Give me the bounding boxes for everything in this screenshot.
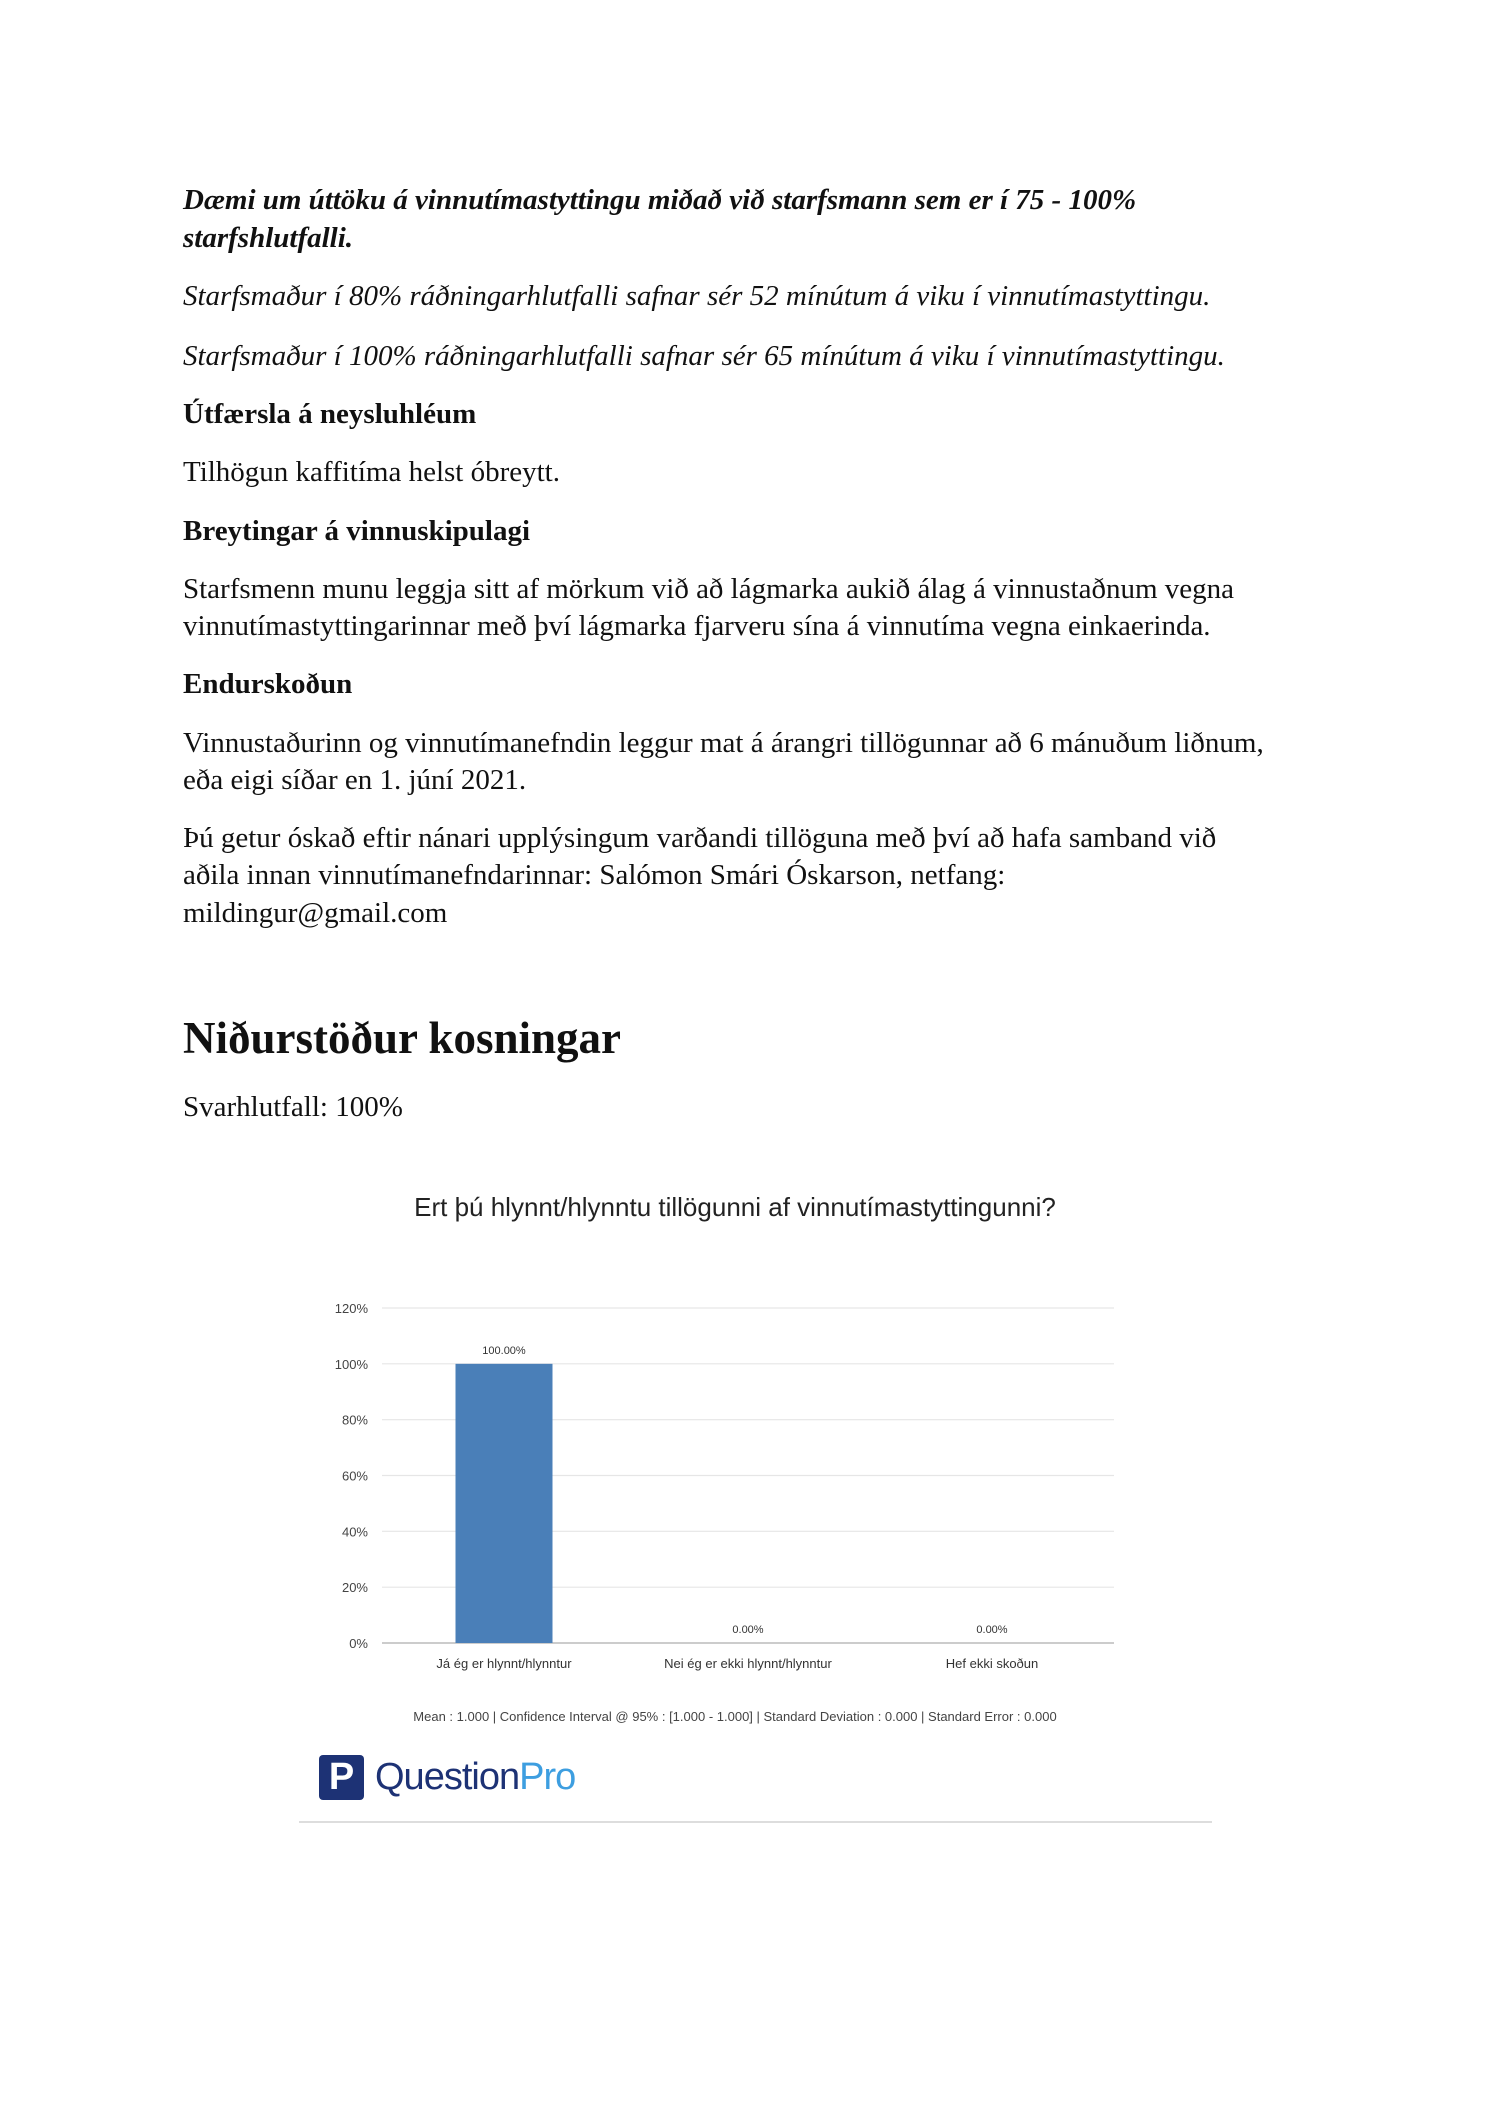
section-3-text-cont: eða eigi síðar en 1. júní 2021. — [183, 764, 527, 796]
section-2-title: Breytingar á vinnuskipulagi — [183, 515, 531, 547]
x-tick-label: Já ég er hlynnt/hlynntur — [436, 1656, 572, 1671]
x-tick-label: Nei ég er ekki hlynnt/hlynntur — [664, 1656, 832, 1671]
logo-text-pro: Pro — [519, 1756, 576, 1798]
x-tick-label: Hef ekki skoðun — [945, 1656, 1039, 1671]
example-2: Starfsmaður í 100% ráðningarhlutfalli safnar sér 65 mínútum á viku í vinnutímastyttingu. — [183, 340, 1225, 372]
y-tick-label: 40% — [341, 1524, 368, 1540]
data-label: 0.00% — [732, 1624, 764, 1636]
y-tick-label: 100% — [334, 1356, 368, 1372]
response-rate: Svarhlutfall: 100% — [183, 1091, 403, 1123]
section-1-text: Tilhögun kaffitíma helst óbreytt. — [183, 456, 560, 488]
section-3-title: Endurskoðun — [183, 668, 353, 700]
results-title: Niðurstöður kosningar — [183, 1013, 622, 1063]
section-2-text-cont: vinnutímastyttingarinnar með því lágmarka fjarveru sína á vinnutíma vegna einkaerinda. — [183, 610, 1211, 642]
contact-text-2: aðila innan vinnutímanefndarinnar: Salómon Smári Óskarson, netfang: — [183, 859, 1006, 891]
contact-text: Þú getur óskað eftir nánari upplýsingum varðandi tillöguna með því að hafa samband við — [183, 822, 1217, 854]
bar — [456, 1364, 553, 1643]
data-label: 0.00% — [976, 1624, 1008, 1636]
y-tick-label: 0% — [349, 1636, 368, 1651]
section-2-text: Starfsmenn munu leggja sitt af mörkum við að lágmarka aukið álag á vinnustaðnum vegna — [183, 573, 1234, 605]
example-heading-cont: starfshlutfalli. — [183, 222, 354, 254]
questionpro-logo-icon: P — [319, 1755, 364, 1800]
data-label: 100.00% — [482, 1344, 526, 1357]
questionpro-logo — [319, 1755, 575, 1800]
chart-stats: Mean : 1.000 | Confidence Interval @ 95% : [1.000 - 1.000] | Standard Deviation : 0.000 | Standard Error : 0.000 — [413, 1709, 1057, 1724]
contact-email: mildingur@gmail.com — [183, 897, 448, 929]
example-heading: Dæmi um úttöku á vinnutímastyttingu miðað við starfsmann sem er í 75 - 100% — [183, 184, 1137, 216]
section-1-title: Útfærsla á neysluhléum — [183, 398, 477, 430]
divider — [299, 1821, 1212, 1823]
chart-title: Ert þú hlynnt/hlynntu tillögunni af vinnutímastyttingunni? — [414, 1192, 1056, 1222]
y-tick-label: 60% — [341, 1468, 368, 1484]
y-tick-label: 120% — [334, 1301, 368, 1316]
logo-text-question: Question — [375, 1756, 520, 1798]
example-1: Starfsmaður í 80% ráðningarhlutfalli safnar sér 52 mínútum á viku í vinnutímastyttingu. — [183, 280, 1211, 312]
y-tick-label: 80% — [341, 1412, 368, 1428]
section-3-text: Vinnustaðurinn og vinnutímanefndin leggur mat á árangri tillögunnar að 6 mánuðum liðnum, — [183, 727, 1264, 759]
y-tick-label: 20% — [341, 1580, 368, 1596]
